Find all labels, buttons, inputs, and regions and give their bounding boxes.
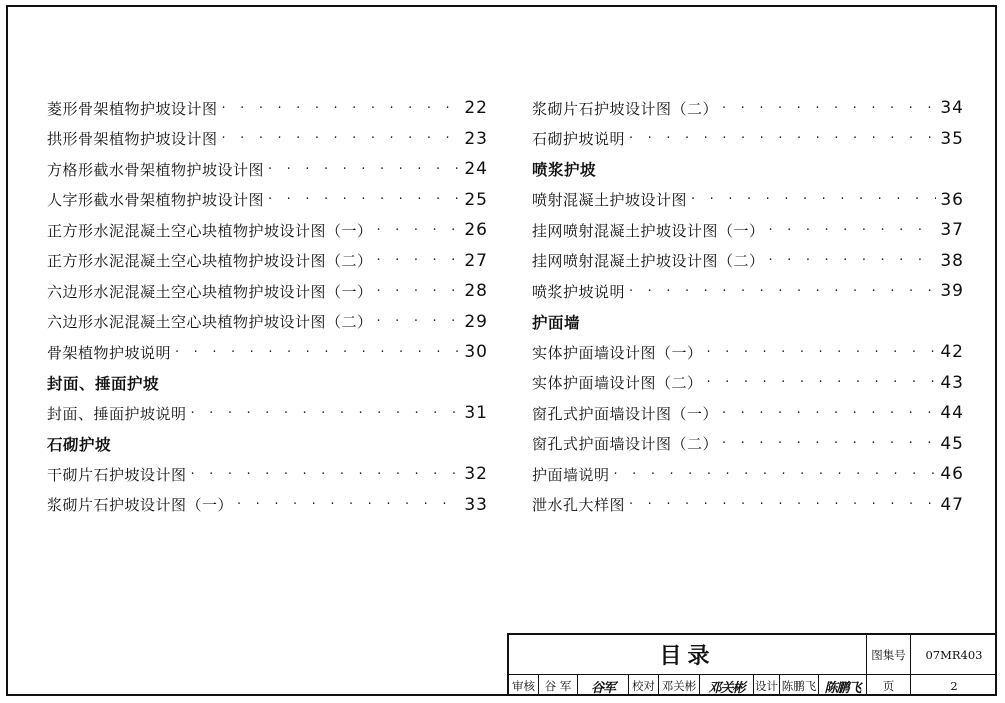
toc-entry-title: 六边形水泥混凝土空心块植物护坡设计图（一） [47,282,373,301]
toc-section-heading [47,368,488,399]
toc-section-heading [47,429,488,460]
toc-entry-title: 挂网喷射混凝土护坡设计图（二） [532,252,765,271]
toc-leader-dots [377,284,461,299]
atlas-number: 07MR403 [925,647,983,662]
toc-entry-title: 浆砌片石护坡设计图（二） [532,99,719,118]
toc-entry-title: 喷射混凝土护坡设计图 [532,191,688,210]
toc-leader-dots [191,406,461,421]
review-name: 谷 军 [544,679,572,693]
title-block-vline [658,675,659,695]
toc-page-number: 31 [464,403,488,424]
toc-entry-title: 护面墙说明 [532,465,610,484]
toc-entry-title: 六边形水泥混凝土空心块植物护坡设计图（二） [47,313,373,332]
design-label: 设计 [755,679,778,693]
toc-entry [47,154,488,185]
toc-leader-dots [722,406,936,421]
toc-entry-title: 封面、捶面护坡说明 [47,404,187,423]
toc-leader-dots [722,101,936,116]
toc-section-heading [532,154,964,185]
title-block [507,633,995,695]
toc-entry [47,307,488,338]
toc-page-number: 23 [464,128,488,149]
title-block-vline [699,675,700,695]
toc-leader-dots [769,253,937,268]
review-label: 审核 [512,679,535,693]
title-block-vline [538,675,539,695]
toc-page-number: 39 [940,281,964,302]
toc-entry [532,429,964,460]
toc-entry [532,185,964,216]
toc-leader-dots [222,101,461,116]
toc-entry-title: 菱形骨架植物护坡设计图 [47,99,218,118]
toc-leader-dots [691,192,936,207]
toc-leader-dots [707,345,937,360]
toc-page-number: 47 [940,494,964,515]
check-name: 邓关彬 [661,679,697,693]
toc-section-heading [532,307,964,338]
toc-entry [47,124,488,155]
toc-leader-dots [222,131,461,146]
toc-entry-title: 窗孔式护面墙设计图（一） [532,404,719,423]
sheet-title: 目录 [659,644,716,669]
toc-leader-dots [377,223,461,238]
toc-entry [47,276,488,307]
toc-entry-title: 方格形截水骨架植物护坡设计图 [47,160,265,179]
title-block-vline [818,675,819,695]
toc-entry-title: 骨架植物护坡说明 [47,343,172,362]
toc-page-number: 29 [464,311,488,332]
toc-left-column [47,93,488,520]
toc-page-number: 42 [940,342,964,363]
toc-entry-title: 喷浆护坡 [532,161,597,180]
atlas-number-label: 图集号 [871,647,906,662]
title-block-vline [577,675,578,695]
check-signature: 邓关彬 [708,680,745,696]
toc-entry [532,337,964,368]
check-label: 校对 [632,679,655,693]
toc-page-number: 30 [464,342,488,363]
toc-entry-title: 拱形骨架植物护坡设计图 [47,130,218,149]
toc-page-number: 32 [464,464,488,485]
toc-entry-title: 护面墙 [532,313,581,332]
toc-page-number: 25 [464,189,488,210]
toc-entry [532,276,964,307]
toc-page-number: 26 [464,220,488,241]
toc-page-number: 33 [464,494,488,515]
toc-entry [532,490,964,521]
toc-entry-title: 挂网喷射混凝土护坡设计图（一） [532,221,765,240]
toc-leader-dots [769,223,937,238]
title-block-vline [753,675,754,695]
toc-entry [532,124,964,155]
toc-leader-dots [377,314,461,329]
toc-entry-title: 实体护面墙设计图（一） [532,343,703,362]
toc-entry [532,459,964,490]
title-block-vline [779,675,780,695]
toc-leader-dots [268,192,460,207]
design-name: 陈鹏飞 [781,679,817,693]
toc-page-number: 37 [940,220,964,241]
toc-entry-title: 正方形水泥混凝土空心块植物护坡设计图（二） [47,252,373,271]
toc-entry-title: 浆砌片石护坡设计图（一） [47,496,234,515]
title-block-vline [628,675,629,695]
toc-page-number: 45 [940,433,964,454]
toc-page-number: 28 [464,281,488,302]
toc-entry [47,459,488,490]
toc-leader-dots [268,162,460,177]
toc-page-number: 46 [940,464,964,485]
toc-page-number: 38 [940,250,964,271]
toc-entry [47,398,488,429]
design-signature: 陈鹏飞 [824,680,861,696]
toc-leader-dots [629,284,936,299]
toc-entry [47,93,488,124]
toc-entry [532,246,964,277]
toc-page-number: 34 [940,98,964,119]
toc-page-number: 43 [940,372,964,393]
toc-page-number: 44 [940,403,964,424]
toc-entry-title: 石砌护坡说明 [532,130,626,149]
toc-page-number: 35 [940,128,964,149]
review-signature: 谷军 [590,680,615,696]
toc-page-number: 22 [464,98,488,119]
toc-entry [47,246,488,277]
toc-entry-title: 喷浆护坡说明 [532,282,626,301]
toc-entry-title: 实体护面墙设计图（二） [532,374,703,393]
toc-entry [532,215,964,246]
toc-page-number: 24 [464,159,488,180]
toc-leader-dots [629,497,936,512]
title-block-vline [866,635,867,695]
toc-leader-dots [629,131,936,146]
toc-entry [47,490,488,521]
toc-right-column [532,93,964,520]
title-block-vline [910,635,911,695]
toc-leader-dots [722,436,936,451]
toc-page-number: 27 [464,250,488,271]
toc-entry-title: 干砌片石护坡设计图 [47,465,187,484]
toc-entry [532,398,964,429]
toc-entry [47,337,488,368]
toc-entry-title: 泄水孔大样图 [532,496,626,515]
toc-leader-dots [237,497,460,512]
toc-leader-dots [175,345,460,360]
toc-leader-dots [614,467,937,482]
toc-entry [532,368,964,399]
page-number: 2 [950,679,958,693]
toc-entry-title: 窗孔式护面墙设计图（二） [532,435,719,454]
toc-entry [47,185,488,216]
toc-leader-dots [707,375,937,390]
page-label: 页 [882,679,895,693]
toc-entry-title: 正方形水泥混凝土空心块植物护坡设计图（一） [47,221,373,240]
toc-page-number: 36 [940,189,964,210]
toc-entry-title: 人字形截水骨架植物护坡设计图 [47,191,265,210]
toc-entry-title: 石砌护坡 [47,435,112,454]
toc-entry [532,93,964,124]
toc-leader-dots [377,253,461,268]
toc-leader-dots [191,467,461,482]
toc-entry [47,215,488,246]
toc-entry-title: 封面、捶面护坡 [47,374,160,393]
